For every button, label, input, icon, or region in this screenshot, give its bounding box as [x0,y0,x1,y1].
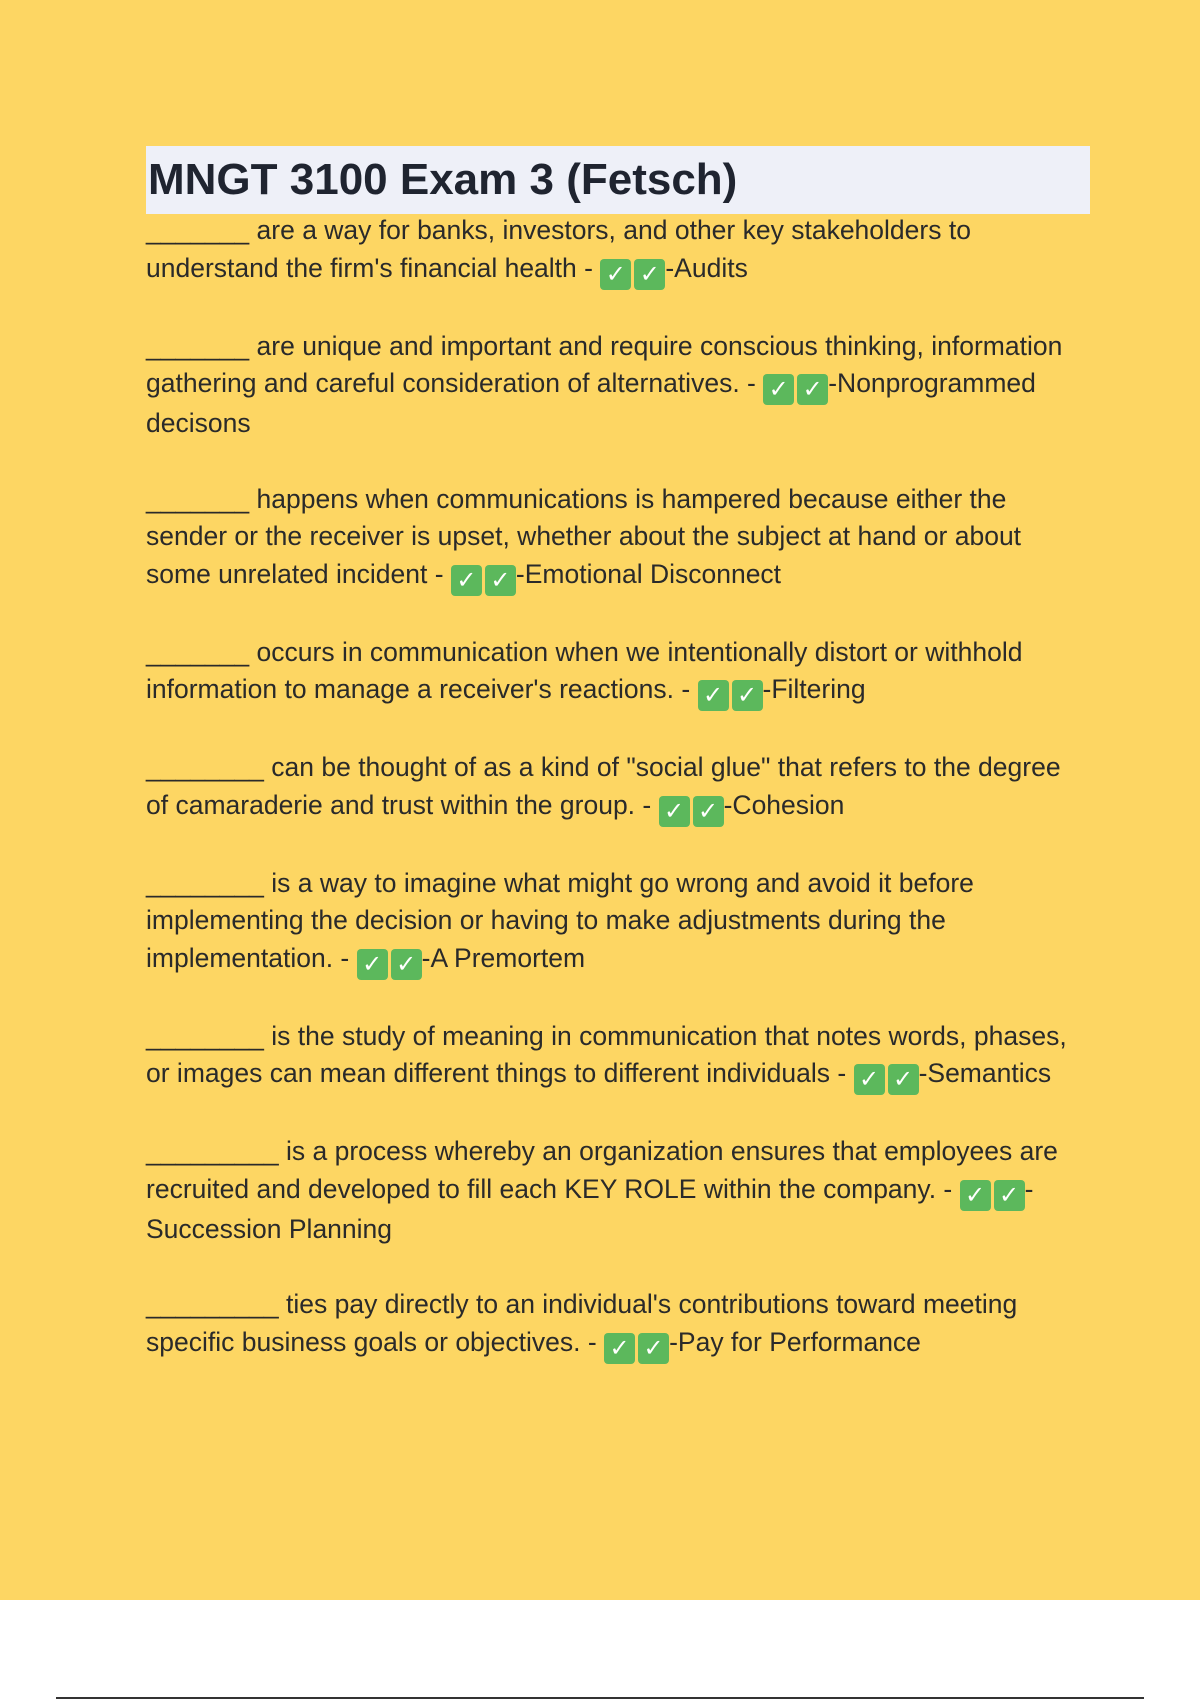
check-mark-icon: ✓ [797,374,828,405]
check-mark-icon: ✓ [485,565,516,596]
check-mark-icon: ✓ [763,374,794,405]
question-text: _______ are unique and important and require conscious thinking, information gathering and careful consideration of alternatives. - [146,330,1063,398]
check-mark-icon: ✓ [960,1180,991,1211]
check-mark-icon: ✓ [451,565,482,596]
answer-text: -Nonprogrammed decisons [146,368,1036,438]
check-mark-icon: ✓ [634,259,665,290]
question-text: ________ can be thought of as a kind of "social glue" that refers to the degree of camaraderie and trust within the group. - [146,752,1061,820]
qa-item [146,865,1090,980]
qa-item [146,328,1090,443]
answer-text: -A Premortem [421,942,586,973]
question-text: _______ occurs in communication when we intentionally distort or withhold information to manage a receiver's reactions. - [146,636,1023,704]
check-mark-icon: ✓ [693,796,724,827]
qa-item [146,1286,1090,1364]
answer-text: -Semantics [918,1058,1052,1088]
question-text: _________ ties pay directly to an individual's contributions toward meeting specific business goals or objectives. - [146,1289,1018,1357]
footer-divider [56,1697,1144,1699]
check-mark-icon: ✓ [698,680,729,711]
qa-item [146,749,1090,827]
check-mark-icon: ✓ [604,1333,635,1364]
qa-item [146,1133,1090,1248]
qa-item [146,481,1090,596]
title-bar [146,146,1090,214]
answer-text: -Audits [665,252,748,283]
qa-list [146,212,1090,1402]
check-mark-icon: ✓ [994,1180,1025,1211]
qa-item [146,634,1090,712]
answer-text: -Pay for Performance [669,1326,921,1357]
answer-text: -Emotional Disconnect [515,558,782,589]
check-mark-icon: ✓ [638,1333,669,1364]
question-text: _________ is a process whereby an organization ensures that employees are recruited and developed to fill each KEY ROLE within the company. - [146,1136,1058,1204]
answer-text: -Cohesion [723,789,845,820]
check-mark-icon: ✓ [357,949,388,980]
page-title: MNGT 3100 Exam 3 (Fetsch) [148,155,738,204]
check-mark-icon: ✓ [732,680,763,711]
check-mark-icon: ✓ [391,949,422,980]
question-text: ________ is the study of meaning in communication that notes words, phases, or images can mean different things to different individuals - [146,1020,1067,1088]
question-text: _______ happens when communications is hampered because either the sender or the receiver is upset, whether about the subject at hand or about some unrelated incident - [146,483,1022,589]
check-mark-icon: ✓ [854,1064,885,1095]
question-text: _______ are a way for banks, investors, and other key stakeholders to understand the firm's financial health - [146,215,971,283]
answer-text: -Succession Planning [146,1173,1034,1244]
check-mark-icon: ✓ [600,259,631,290]
question-text: ________ is a way to imagine what might go wrong and avoid it before implementing the decision or having to make adjustments during the implementation. - [146,867,974,973]
check-mark-icon: ✓ [888,1064,919,1095]
answer-text: -Filtering [762,674,866,704]
qa-item [146,212,1090,290]
check-mark-icon: ✓ [659,796,690,827]
qa-item [146,1018,1090,1096]
